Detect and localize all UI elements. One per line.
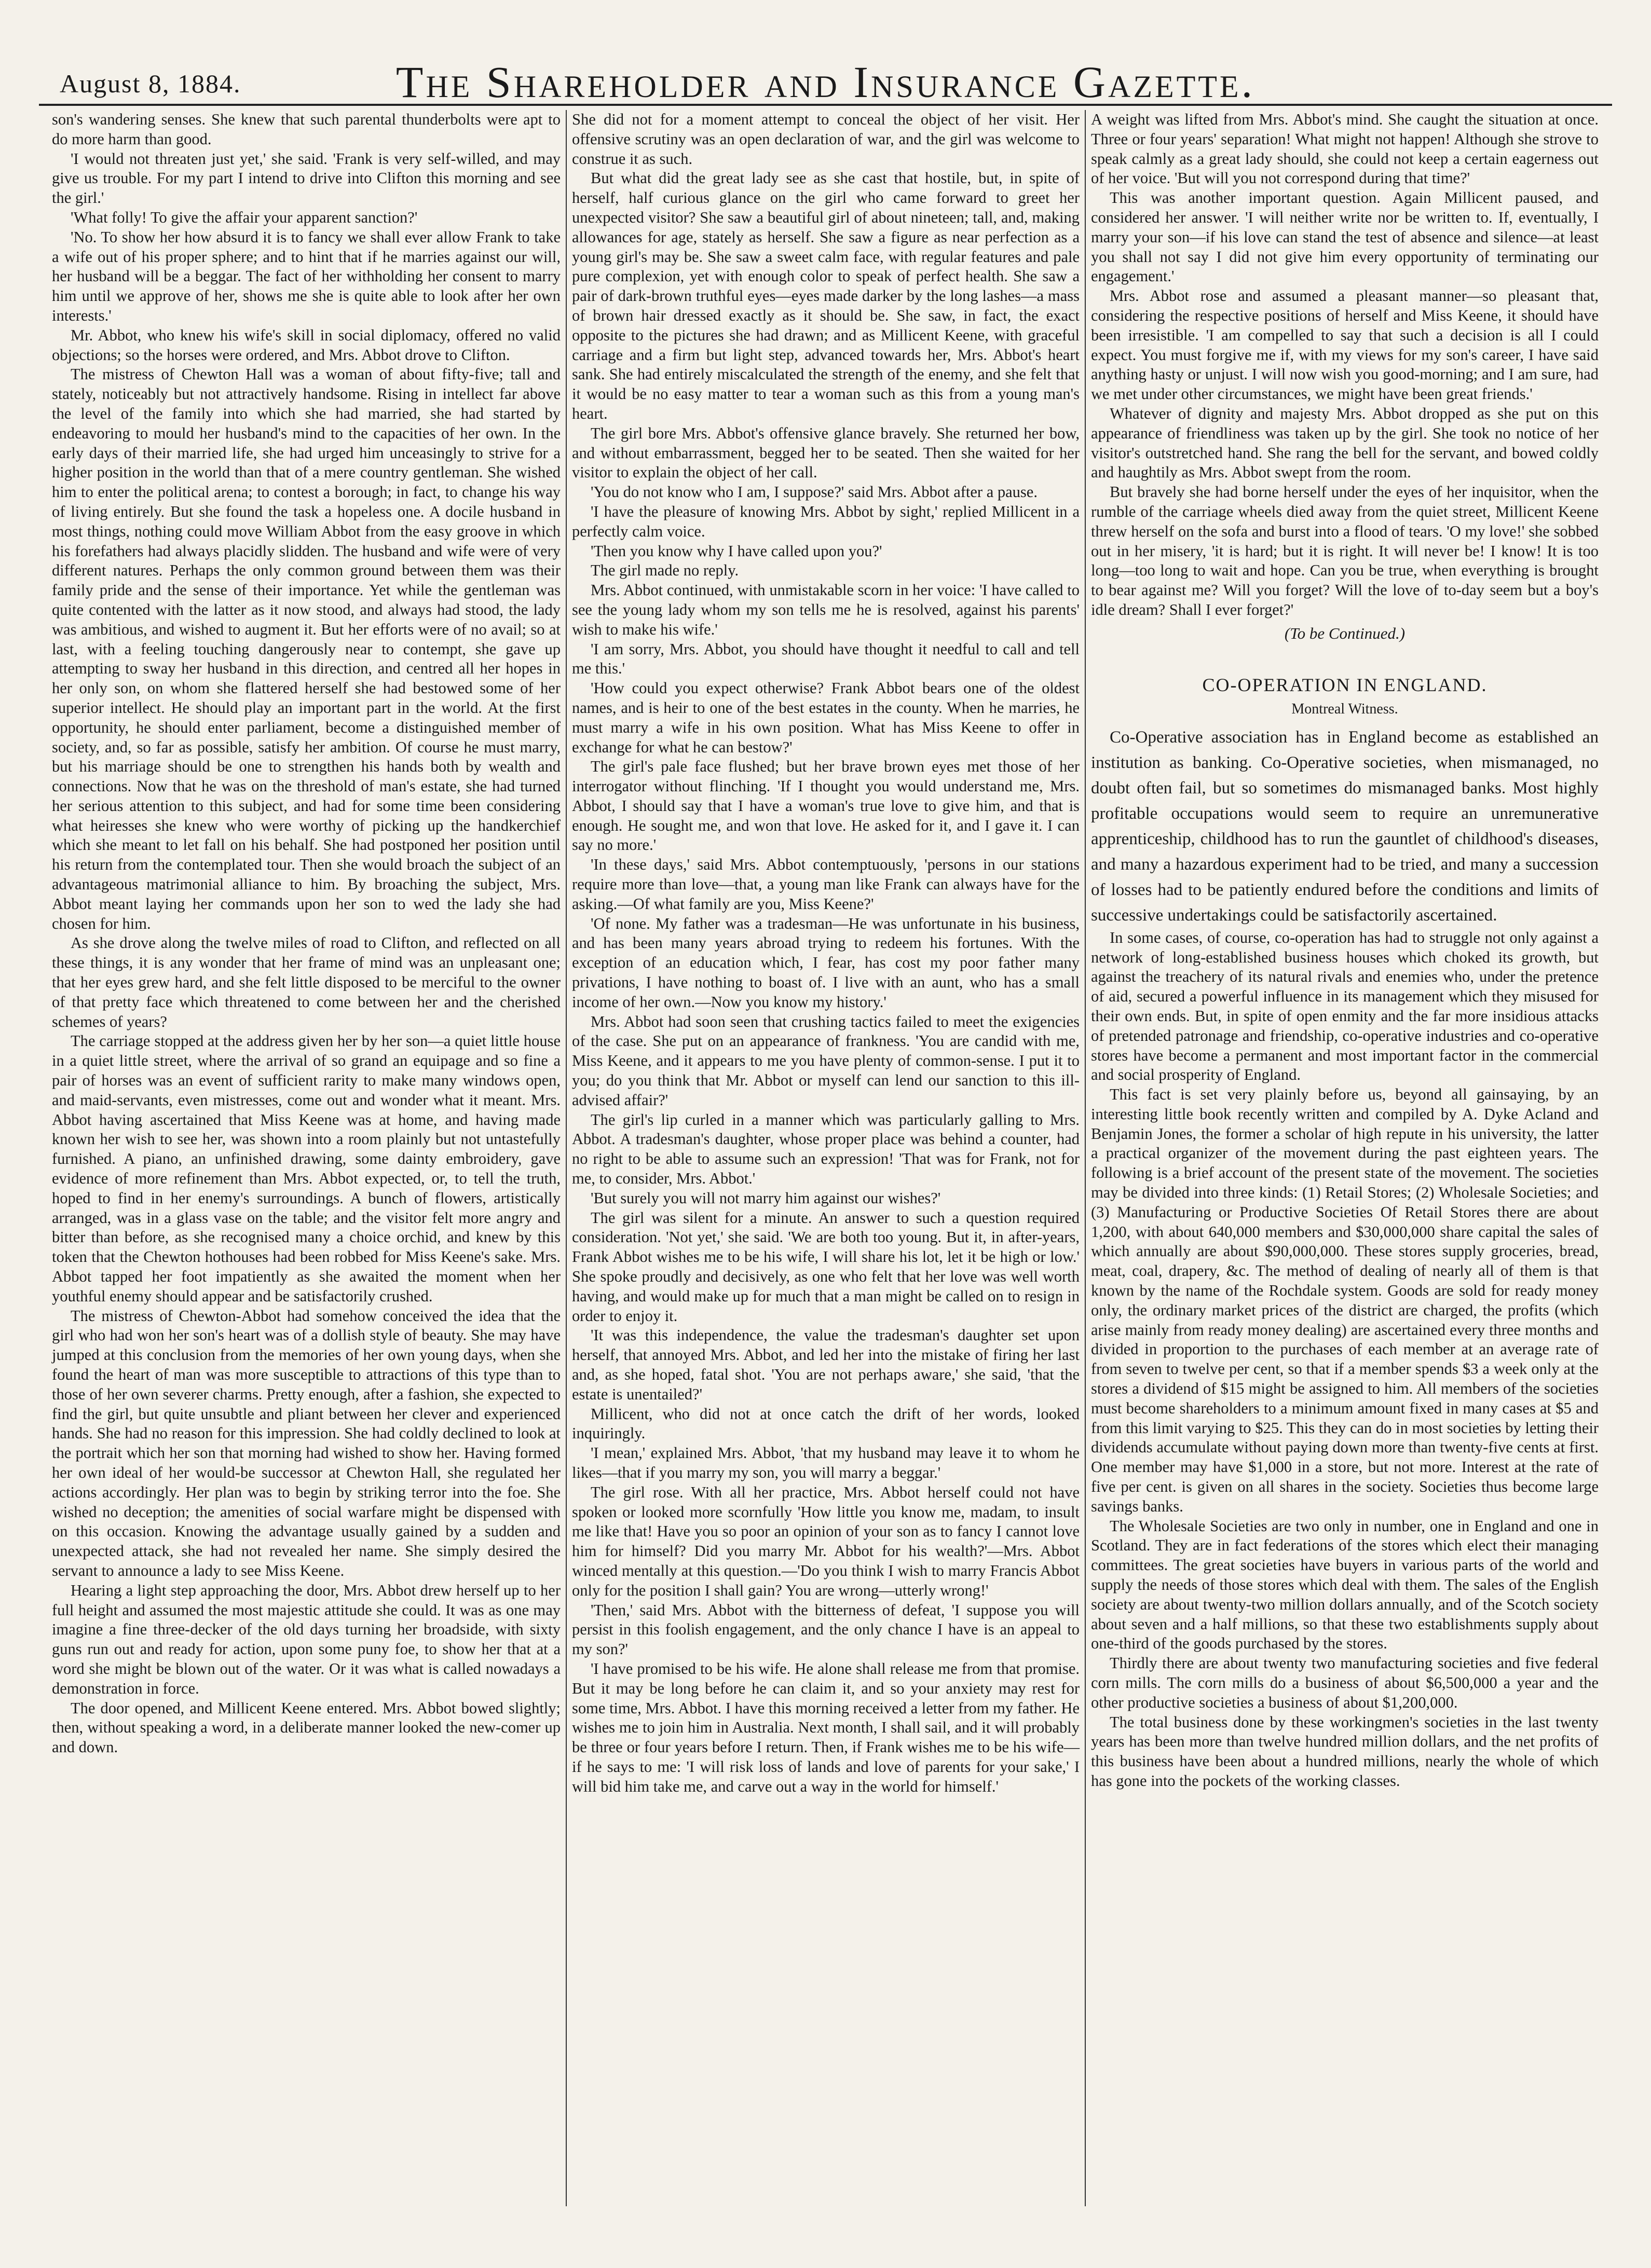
masthead	[39, 36, 1612, 107]
issue-date: August 8, 1884.	[60, 69, 241, 98]
paragraph: A weight was lifted from Mrs. Abbot's mind. She caught the situation at once. Three or four years' separation! What might not happen! Although she strove to speak calmly as a great lady should, she could not keep a certain eagerness out of her voice. 'But will you not correspond during that time?'	[1091, 111, 1599, 187]
header-rule	[39, 104, 1612, 106]
paragraph: 'I have the pleasure of knowing Mrs. Abbot by sight,' replied Millicent in a perfectly calm voice.	[572, 502, 1080, 540]
paragraph: Mrs. Abbot had soon seen that crushing tactics failed to meet the exigencies of the case. She put on an appearance of frankness. 'You are candid with me, Miss Keene, and it appears to me you have plenty of common-sense. I put it to you; do you think that Mr. Abbot or myself can lend our sanction to this ill-advised affair?'	[572, 1012, 1080, 1109]
paragraph: 'No. To show her how absurd it is to fancy we shall ever allow Frank to take a wife out of his proper sphere; and to hint that if he marries against our will, her husband will be a beggar. The fact of her withholding her consent to marry him until we approve of her, shows me she is quite able to look after her own interests.'	[52, 228, 561, 324]
paragraph: The girl made no reply.	[591, 561, 739, 580]
paragraph: 'I would not threaten just yet,' she said. 'Frank is very self-willed, and may give us trouble. For my part I intend to drive into Clifton this morning and see the girl.'	[52, 149, 561, 207]
paragraph: As she drove along the twelve miles of road to Clifton, and reflected on all these things, it is any wonder that her frame of mind was an unpleasant one; that her eyes grew hard, and she felt little disposed to be merciful to the owner of that pretty face which threatened to come between her and the cherished schemes of years?	[52, 934, 561, 1030]
paragraph: 'I mean,' explained Mrs. Abbot, 'that my husband may leave it to whom he likes—that if you marry my son, you will marry a beggar.'	[572, 1444, 1080, 1481]
paragraph: The total business done by these workingmen's societies in the last twenty years has been more than twelve hundred million dollars, and the net profits of this business have been about a hundred millions, nearly the whole of which has gone into the pockets of the working classes.	[1091, 1713, 1599, 1790]
paragraph: 'Then,' said Mrs. Abbot with the bitterness of defeat, 'I suppose you will persist in this foolish engagement, and the only chance I have is an appeal to my son?'	[572, 1601, 1080, 1658]
paragraph: 'Of none. My father was a tradesman—He was unfortunate in his business, and has been many years abroad trying to redeem his fortunes. With the exception of an education which, I fear, has cost my poor father many privations, I have nothing to boast of. I live with an aunt, who has a small income of her own.—Now you know my history.'	[572, 914, 1080, 1011]
paragraph: 'What folly! To give the affair your apparent sanction?'	[71, 208, 418, 226]
paragraph: Mr. Abbot, who knew his wife's skill in social diplomacy, offered no valid objections; so the horses were ordered, and Mrs. Abbot drove to Clifton.	[52, 326, 561, 364]
paragraph: The girl was silent for a minute. An answer to such a question required consideration. 'Not yet,' she said. 'We are both too young. But it, in after-years, Frank Abbot wishes me to be his wife, I will share his lot, let it be high or low.' She spoke proudly and decisively, as one who felt that her love was well worth having, and would make up for much that a man might be called on to resign in order to enjoy it.	[572, 1208, 1080, 1325]
paragraph: 'How could you expect otherwise? Frank Abbot bears one of the oldest names, and is heir to one of the best estates in the county. When he marries, he must marry a wife in his own position. What has Miss Keene to offer in exchange for what he can bestow?'	[572, 679, 1080, 756]
publication-title: The Shareholder and Insurance Gazette.	[395, 57, 1256, 107]
paragraph: The carriage stopped at the address given her by her son—a quiet little house in a quiet little street, where the arrival of so grand an equipage and so fine a pair of horses was an event of sufficient rarity to make many windows open, and maid-servants, even mistresses, come out and wonder what it meant. Mrs. Abbot having ascertained that Miss Keene was at home, and having made known her wish to see her, was shown into a room plainly but not untastefully furnished. A piano, an unfinished drawing, some dainty embroidery, gave evidence of more refinement than Mrs. Abbot expected, or, to tell the truth, hoped to find in her enemy's surroundings. A bunch of flowers, artistically arranged, was in a glass vase on the table; and the visitor felt more angry and bitter than before, as she recognised many a choice orchid, and knew by this token that the Chewton hothouses had been robbed for Miss Keene's sake. Mrs. Abbot tapped her foot impatiently as she awaited the moment when her youthful enemy should appear and be satisfactorily crushed.	[52, 1032, 561, 1305]
paragraph: 'But surely you will not marry him against our wishes?'	[591, 1189, 941, 1207]
paragraph: 'Then you know why I have called upon you?'	[591, 542, 882, 560]
column-2	[566, 110, 1085, 2206]
paragraph: This was another important question. Again Millicent paused, and considered her answer. 'I will neither write nor be written to. If, eventually, I marry your son—if his love can stand the test of absence and silence—at least you shall not say I did not give him every opportunity of terminating our engagement.'	[1091, 189, 1599, 285]
paragraph: The door opened, and Millicent Keene entered. Mrs. Abbot bowed slightly; then, without speaking a word, in a deliberate manner looked the new-comer up and down.	[52, 1699, 561, 1756]
article-lead	[1091, 725, 1599, 928]
to-be-continued: (To be Continued.)	[1284, 624, 1406, 642]
paragraph: The girl bore Mrs. Abbot's offensive glance bravely. She returned her bow, and without embarrassment, begged her to be seated. Then she waited for her visitor to explain the object of her call.	[572, 424, 1080, 482]
paragraph: son's wandering senses. She knew that such parental thunderbolts were apt to do more harm than good.	[52, 111, 561, 148]
text-columns	[47, 110, 1614, 2206]
paragraph: The mistress of Chewton-Abbot had somehow conceived the idea that the girl who had won her son's heart was of a dollish style of beauty. She may have jumped at this conclusion from the memories of her own young days, when she found the heart of man was more susceptible to attractions of this type than to those of her own severer charms. Pretty enough, after a fashion, she expected to find the girl, but quite unsubtle and pliant between her clever and experienced hands. She had no reason for this impression. She had coldly declined to look at the portrait which her son that morning had wished to show her. Having formed her own ideal of her would-be successor at Chewton Hall, she regulated her actions accordingly. Her plan was to begin by striking terror into the foe. She wished no deception; the amenities of social warfare might be dispensed with on this occasion. Knowing the advantage usually gained by a sudden and unexpected attack, she had not revealed her name. She simply desired the servant to announce a lady to see Miss Keene.	[52, 1307, 561, 1579]
paragraph: 'You do not know who I am, I suppose?' said Mrs. Abbot after a pause.	[591, 483, 1038, 501]
paragraph: 'I am sorry, Mrs. Abbot, you should have thought it needful to call and tell me this.'	[572, 640, 1080, 678]
paragraph: The girl's pale face flushed; but her brave brown eyes met those of her interrogator without flinching. 'If I thought you would understand me, Mrs. Abbot, I should say that I have a woman's true love to give him, and that is enough. He sought me, and won that love. He asked for it, and I gave it. I can say no more.'	[572, 758, 1080, 854]
paragraph: Hearing a light step approaching the door, Mrs. Abbot drew herself up to her full height and assumed the most majestic attitude she could. It was as one may imagine a fine three-decker of the old days turning her broadside, with sixty guns run out and ready for action, upon some puny foe, to show her that at a word she might be blown out of the water. Or it was what is called nowadays a demonstration in force.	[52, 1581, 561, 1697]
paragraph: The girl's lip curled in a manner which was particularly galling to Mrs. Abbot. A tradesman's daughter, whose proper place was behind a counter, had no right to be able to assume such an expression! 'That was for Frank, not for me, to consider, Mrs. Abbot.'	[572, 1110, 1080, 1188]
paragraph: Mrs. Abbot rose and assumed a pleasant manner—so pleasant that, considering the respective positions of herself and Miss Keene, it should have been irresistible. 'I am compelled to say that such a decision is all I could expect. You must forgive me if, with my views for my son's career, I have said anything hasty or unjust. I will now wish you good-morning; and I am sure, had we met under other circumstances, we might have been great friends.'	[1091, 287, 1599, 403]
paragraph: The Wholesale Societies are two only in number, one in England and one in Scotland. They are in fact federations of the stores which elect their managing committees. The great societies have buyers in various parts of the world and supply the needs of those stores which deal with them. The sales of the English society are about twenty-two million dollars annually, and of the Scotch society about seven and a half millions, so that these two establishments supply about one-third of the goods purchased by the stores.	[1091, 1517, 1599, 1653]
paragraph: In some cases, of course, co-operation has had to struggle not only against a network of long-established business houses which choked its growth, but against the treachery of its natural rivals and enemies who, under the pretence of aid, secured a powerful influence in its management which they misused for their own ends. But, in spite of open enmity and the far more insidious attacks of pretended patronage and friendship, co-operative industries and co-operative stores have become a permanent and most important factor in the commercial and social prosperity of England.	[1091, 928, 1599, 1084]
paragraph: She did not for a moment attempt to conceal the object of her visit. Her offensive scrutiny was an open declaration of war, and the girl was welcome to construe it as such.	[572, 111, 1080, 168]
paragraph: But bravely she had borne herself under the eyes of her inquisitor, when the rumble of the carriage wheels died away from the quiet street, Millicent Keene threw herself on the sofa and burst into a flood of tears. 'O my love!' she sobbed out in her misery, 'it is hard; but it is right. It will never be! I know! It is too long—too long to wait and hope. Can you be true, when everything is brought to bear against me? Will you forget? Will the love of to-day seem but a boy's idle dream? Shall I ever forget?'	[1091, 483, 1599, 618]
paragraph: 'I have promised to be his wife. He alone shall release me from that promise. But it may be long before he can claim it, and so your anxiety may rest for some time, Mrs. Abbot. I have this morning received a letter from my father. He wishes me to join him in Australia. Next month, I shall sail, and it will probably be three or four years before I return. Then, if Frank wishes me to be his wife—if he says to me: 'I will risk loss of lands and love of parents for your sake,' I will bid him take me, and carve out a way in the world for himself.'	[572, 1659, 1080, 1795]
paragraph: Mrs. Abbot continued, with unmistakable scorn in her voice: 'I have called to see the young lady whom my son tells me he is resolved, against his parents' wish to make his wife.'	[572, 581, 1080, 638]
paragraph: Thirdly there are about twenty two manufacturing societies and five federal corn mills. The corn mills do a business of about $6,500,000 a year and the other productive societies a business of about $1,200,000.	[1091, 1654, 1599, 1711]
column-1	[47, 110, 566, 2206]
paragraph: 'In these days,' said Mrs. Abbot contemptuously, 'persons in our stations require more than love—that, a young man like Frank can always have for the asking.—Of what family are you, Miss Keene?'	[572, 856, 1080, 913]
column-3	[1085, 110, 1604, 2206]
paragraph: The girl rose. With all her practice, Mrs. Abbot herself could not have spoken or looked more scornfully 'How little you know me, madam, to insult me like that! Have you so poor an opinion of your son as to fancy I cannot love him for himself? Did you marry Mr. Abbot for his wealth?'—Mrs. Abbot winced mentally at this question.—'Do you think I wish to marry Francis Abbot only for the position I shall gain? You are wrong—utterly wrong!'	[572, 1483, 1080, 1599]
article-headline: CO-OPERATION IN ENGLAND.	[1202, 674, 1488, 695]
paragraph: This fact is set very plainly before us, beyond all gainsaying, by an interesting little book recently written and compiled by A. Dyke Acland and Benjamin Jones, the former a scholar of high repute in his university, the latter a practical organizer of the movement during the past eighteen years. The following is a brief account of the present state of the movement. The societies may be divided into three kinds: (1) Retail Stores; (2) Wholesale Societies; and (3) Manufacturing or Productive Societies Of Retail Stores there are about 1,200, with about 640,000 members and $30,000,000 share capital the sales of which annually are about $90,000,000. These stores supply groceries, bread, meat, coal, drapery, &c. The method of dealing of nearly all of them is that known by the name of the Rochdale system. Goods are sold for ready money only, the ordinary market prices of the district are charged, the profits (which arise mainly from ready money dealing) are ascertained every three months and divided in proportion to the purchases of each member at an average rate of from seven to twelve per cent, so that if a member spends $3 a week only at the stores a dividend of $15 might be assigned to him. All members of the societies must become shareholders to a minimum amount fixed in many cases at $5 and from this limit varying to $25. This they can do in most societies by letting their dividends accumulate without paying down more than twenty-five cents at first. One member may have $1,000 in a store, but not more. Interest at the rate of five per cent. is given on all shares in the society. Societies thus become large savings banks.	[1091, 1085, 1599, 1515]
paragraph: Co-Operative association has in England become as established an institution as banking. Co-Operative societies, when mismanaged, no doubt often fail, but so sometimes do mismanaged banks. Most highly profitable occupations would seem to require an unremunerative apprenticeship, childhood has to run the gauntlet of childhood's diseases, and many a hazardous experiment had to be tried, and many a succession of losses had to be patiently endured before the conditions and limits of successive undertakings could be satisfactorily ascertained.	[1091, 727, 1599, 925]
paragraph: But what did the great lady see as she cast that hostile, but, in spite of herself, half curious glance on the girl who came forward to greet her unexpected visitor? She saw a beautiful girl of about nineteen; tall, and, making allowances for age, stately as herself. She saw a figure as near perfection as a young girl's may be. She saw a sweet calm face, with regular features and pale pure complexion, yet with enough color to speak of perfect health. She saw a pair of dark-brown truthful eyes—eyes made darker by the long lashes—a mass of brown hair dressed exactly as it should be. She saw, in fact, the exact opposite to the pictures she had drawn; and as Millicent Keene, with graceful carriage and a firm but light step, advanced towards her, Mrs. Abbot's heart sank. She had entirely miscalculated the strength of the enemy, and she felt that it would be no easy matter to tear a woman such as this from a young man's heart.	[572, 169, 1080, 422]
paragraph: The mistress of Chewton Hall was a woman of about fifty-five; tall and stately, noticeably but not attractively handsome. Rising in intellect far above the level of the family into which she had married, she had started by endeavoring to mould her husband's mind to the capacities of her own. In the early days of their married life, she had urged him unceasingly to strive for a higher position in the world than that of a mere country gentleman. She wished him to enter the political arena; to contest a borough; in fact, to change his way of living entirely. But she found the task a hopeless one. A docile husband in most things, nothing could move William Abbot from the easy groove in which his forefathers had always placidly slidden. The husband and wife were of very different natures. Perhaps the only common ground between them was their family pride and the sense of their importance. Yet while the gentleman was quite contented with the latter as it now stood, and always had stood, the lady was ambitious, and wished to augment it. But her efforts were of no avail; so at last, with a feeling touching dangerously near to contempt, she gave up attempting to sway her husband in this direction, and centred all her hopes in her only son, on whom she flattered herself she had bestowed some of her superior intellect. He should play an important part in the world. At the first opportunity, he should enter parliament, become a distinguished member of society, and, so far as possible, satisfy her ambition. Of course he must marry, but his marriage should be one to strengthen his hands both by wealth and connections. Now that he was on the threshold of man's estate, she had turned her serious attention to this subject, and had for some time been considering what heiresses she knew who were worthy of picking up the handkerchief which she meant to let fall on his behalf. She had postponed her position until his return from the contemplated tour. Then she would broach the subject of an advantageous matrimonial alliance to him. By broaching the subject, Mrs. Abbot meant laying her commands upon her son to wed the lady she had chosen for him.	[52, 365, 561, 932]
paragraph: Millicent, who did not at once catch the drift of her words, looked inquiringly.	[572, 1405, 1080, 1442]
paragraph: 'It was this independence, the value the tradesman's daughter set upon herself, that annoyed Mrs. Abbot, and led her into the mistake of firing her last and, as she hoped, fatal shot. 'You are not perhaps aware,' she said, 'that the estate is unentailed?'	[572, 1326, 1080, 1403]
paragraph: Whatever of dignity and majesty Mrs. Abbot dropped as she put on this appearance of friendliness was taken up by the girl. She took no notice of her visitor's outstretched hand. She rang the bell for the servant, and bowed coldly and haughtily as Mrs. Abbot swept from the room.	[1091, 404, 1599, 482]
article-source: Montreal Witness.	[1291, 700, 1398, 717]
